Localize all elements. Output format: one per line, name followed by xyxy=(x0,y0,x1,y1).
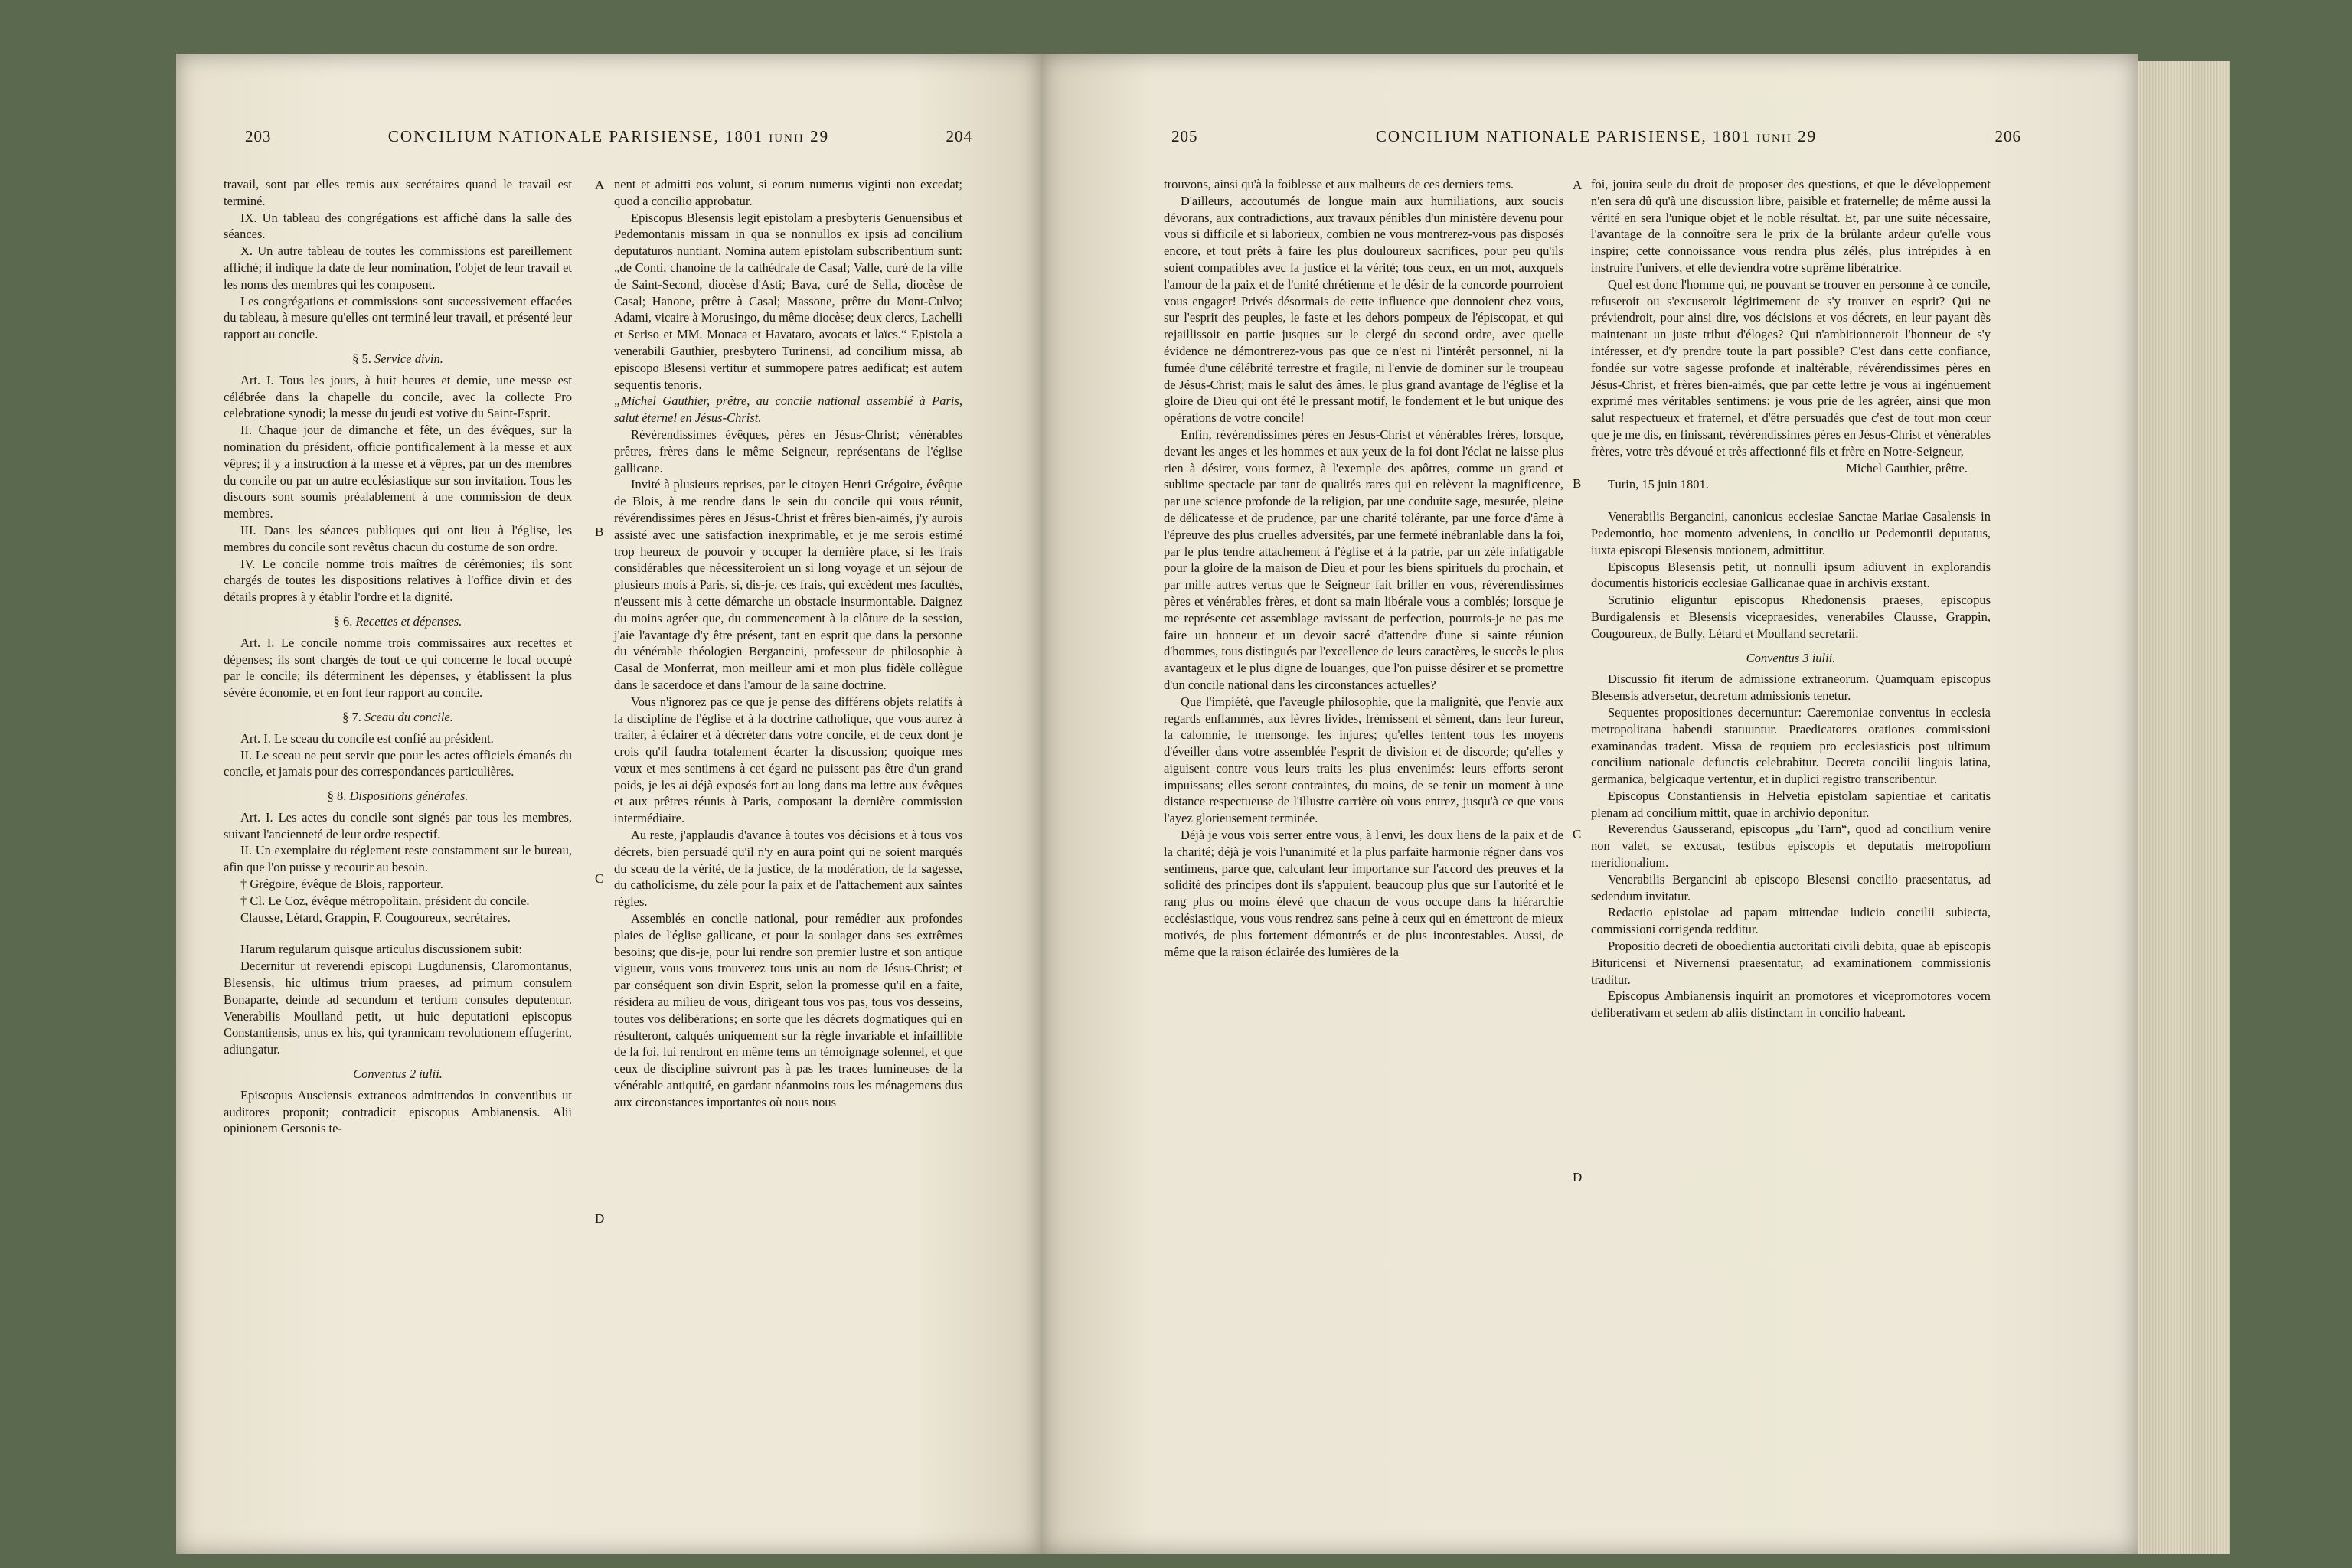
paragraph: Art. I. Le sceau du concile est confié au président. xyxy=(240,730,494,746)
paragraph: Que l'impiété, que l'aveugle philosophie, que la malignité, que l'envie aux regards enflammés, aux lèvres livides, frémissent et sèment, dans leur fureur, la calomnie, le mensonge, les injures; qu'elles tentent tous les moyens d'éveiller dans votre assemblée l'esprit de division et de discorde; qu'elles y aiguisent contre vous leurs traits les plus envenimés: leurs efforts seront impuissans; elles seront contraintes, du moins, de se tenir un moment à une distance respectueuse de l'illustre carrière où vous entrez, jusqu'à ce que vous l'ayez glorieusement terminée. xyxy=(1164,694,1563,826)
paragraph: trouvons, ainsi qu'à la foiblesse et aux malheurs de ces derniers tems. xyxy=(1164,177,1514,191)
paragraph: Art. I. Les actes du concile sont signés par tous les membres, suivant l'ancienneté de leur ordre respectif. xyxy=(224,809,572,841)
page-number-203: 203 xyxy=(245,127,272,145)
margin-letter-b-right: B xyxy=(1573,476,1582,491)
paragraph: II. Un exemplaire du réglement reste constamment sur le bureau, afin que l'on puisse y recourir au besoin. xyxy=(224,843,572,875)
paragraph: D'ailleurs, accoutumés de longue main aux humiliations, aux soucis dévorans, aux contradictions, aux travaux pénibles d'un ministère devenu pour vous si difficile et si laborieux, combien ne vous montrerez-vous pas disposés encore, et tout prêts à faire les plus douloureux sacrifices, pour peu qu'ils soient compatibles avec la justice et la vérité; tous ceux, en un mot, auxquels l'amour de la paix et de l'unité chrétienne et le désir de la concorde pourroient vous engager! Privés désormais de cette influence que donnoient chez vous, sur l'esprit des peuples, le faste et les dehors pompeux de l'épiscopat, et qui rejaillissoit en partie jusques sur le clergé du second ordre, avec quelle évidence ne démontrerez-vous pas que ce n'est ni l'intérêt personnel, ni la fumée d'une célébrité terrestre et fragile, ni l'envie de dominer sur le troupeau de Jésus-Christ; mais le salut des âmes, le plus grand avantage de l'église et la gloire de Dieu qui ont été le pressant motif, le fondement et le but unique des opérations de votre concile! xyxy=(1164,193,1563,426)
section-number: § 7. xyxy=(342,709,361,724)
paragraph: Art. I. Le concile nomme trois commissaires aux recettes et dépenses; ils sont chargés de tout ce qui concerne le local occupé par le concile; ils déterminent les dépenses, y établissent la plus sévère économie, et en font leur rapport au concile. xyxy=(224,635,572,701)
left-page xyxy=(176,54,1041,1554)
paragraph: Discussio fit iterum de admissione extraneorum. Quamquam episcopus Blesensis adversetur, decretum admissionis tenetur. xyxy=(1591,671,1991,704)
paragraph: Au reste, j'applaudis d'avance à toutes vos décisions et à tous vos décrets, bien persuadé qu'il n'y en aura point qui ne soient marqués du sceau de la vérité, de la justice, de la modération, de la sagesse, du catholicisme, du zèle pour la paix et de l'attachement aux saintes règles. xyxy=(614,828,962,910)
margin-letter-c-right: C xyxy=(1573,827,1582,841)
section-heading-6 xyxy=(224,613,572,630)
signature-line: Clausse, Létard, Grappin, F. Cougoureux, secrétaires. xyxy=(240,910,511,925)
paragraph: Déjà je vous vois serrer entre vous, à l'envi, les doux liens de la paix et de la charité; déjà je vois l'unanimité et la plus parfaite harmonie régner dans vos sentimens, parce que, calculant leur importance sur l'accord des preuves et la solidité des principes dont ils s'appuient, beaucoup plus que sur l'autorité et le rang plus ou moins élevé que chacun de vous occupe dans la hiérarchie ecclésiastique, vous vous rendrez sans peine à ceux qui en émettront de mieux motivés, de plus fortement démontrés et de plus incontestables. Aussi, de même que la raison éclairée des lumières de la xyxy=(1164,828,1563,959)
paragraph: Reverendus Gausserand, episcopus „du Tarn“, quod ad concilium venire non valet, se excusat, testibus episcopis et deputatis metropolium meridionalium. xyxy=(1591,822,1991,871)
section-number: § 6. xyxy=(333,613,353,629)
page-number-205: 205 xyxy=(1171,127,1198,145)
paragraph: Episcopus Ambianensis inquirit an promotores et vicepromotores vocem deliberativam et sedem ab aliis distinctam in concilio habeant. xyxy=(1591,988,1991,1021)
paragraph: Invité à plusieurs reprises, par le citoyen Henri Grégoire, évêque de Blois, à me rendre dans le sein du concile qui vous réunit, révérendissimes pères en Jésus-Christ et frères bien-aimés, j'y aurois assisté avec une satisfaction inexprimable, et je me serois estimé trop heureux de pouvoir y occuper la dernière place, si les frais considérables que nécessiteroient un si long voyage et un séjour de plusieurs mois à Paris, si, dis-je, ces frais, qui excèdent mes facultés, n'eussent mis à cette démarche un obstacle insurmontable. Daignez du moins agréer que, du commencement à la clôture de la session, j'aie l'avantage d'y être présent, tant en esprit que dans la personne du vénérable théologien Bergancini, professeur de philosophie à Casal de Monferrat, mon meilleur ami et mon plus fidèle collègue dans le sacerdoce et dans l'amour de la saine doctrine. xyxy=(614,477,962,692)
page-edges xyxy=(2138,61,2230,1554)
section-title: Service divin. xyxy=(374,351,443,366)
paragraph: Scrutinio eliguntur episcopus Rhedonensis praeses, episcopus Burdigalensis et Blesensis vicepraesides, venerabiles Clausse, Grappin, Cougoureux, de Bully, Létard et Moulland secretarii. xyxy=(1591,593,1991,641)
paragraph: Redactio epistolae ad papam mittendae iudicio concilii subiecta, commissioni corrigenda redditur. xyxy=(1591,905,1991,937)
paragraph: Propositio decreti de oboedientia auctoritati civili debita, quae ab episcopis Bituricensi et Nivernensi praesentatur, ad examinationem commissionis traditur. xyxy=(1591,939,1991,987)
paragraph: nent et admitti eos volunt, si eorum numerus viginti non excedat; quod a concilio approbatur. xyxy=(614,177,962,208)
paragraph: travail, sont par elles remis aux secrétaires quand le travail est terminé. xyxy=(224,177,572,208)
section-number: § 5. xyxy=(352,351,371,366)
paragraph: Decernitur ut reverendi episcopi Lugdunensis, Claromontanus, Blesensis, hic ultimus trium praeses, ad primum consulem Bonaparte, deinde ad secundum et tertium consules deputentur. Venerabilis Moulland petit, ut huic deputationi episcopus Constantiensis, unus ex his, qui tyrannicam revolutionem effugerint, adiungatur. xyxy=(224,959,572,1057)
page-number-206: 206 xyxy=(1994,127,2021,145)
section-heading-8 xyxy=(224,788,572,805)
running-header-right xyxy=(1171,127,2021,146)
paragraph: IV. Le concile nomme trois maîtres de cérémonies; ils sont chargés de toutes les dispositions relatives à l'office divin et des détails propres à y établir l'ordre et la dignité. xyxy=(224,556,572,605)
margin-letter-d: D xyxy=(595,1211,605,1226)
paragraph: X. Un autre tableau de toutes les commissions est pareillement affiché; il indique la date de leur nomination, l'objet de leur travail et les noms des membres qui les composent. xyxy=(224,243,572,292)
paragraph: II. Le sceau ne peut servir que pour les actes officiels émanés du concile, et jamais pour des correspondances particulières. xyxy=(224,747,572,779)
conventus-heading-3: Conventus 3 iulii. xyxy=(1746,650,1836,665)
margin-letter-b: B xyxy=(595,524,604,539)
letter-date: Turin, 15 juin 1801. xyxy=(1608,477,1709,492)
margin-letter-a-right: A xyxy=(1573,178,1583,192)
section-title: Dispositions générales. xyxy=(349,789,469,804)
paragraph: Vous n'ignorez pas ce que je pense des différens objets relatifs à la discipline de l'église et à la doctrine catholique, que vous aurez à traiter, à éclairer et à décréter dans votre concile, et de ceux dont je crois qu'il faudra totalement écarter la discussion; quoique mes vœux et mes sentimens à cet égard ne puissent pas être d'un grand poids, je les ai déjà exposés fort au long dans ma lettre aux évêques et aux prêtres réunis à Paris, composant la dernière commission intermédiaire. xyxy=(614,694,962,826)
signature-line: † Grégoire, évêque de Blois, rapporteur. xyxy=(240,877,443,892)
paragraph: II. Chaque jour de dimanche et fête, un des évêques, sur la nomination du président, officie pontificalement à la messe et aux vêpres; il y a instruction à la messe et à vêpres, par un des membres du concile ou par un autre ecclésiastique sur son invitation. Tous les discours sont soumis préalablement à une commission de deux membres. xyxy=(224,423,572,521)
paragraph: Venerabilis Bergancini ab episcopo Blesensi concilio praesentatus, ad sedendum invitatur. xyxy=(1591,871,1991,903)
column-204 xyxy=(614,176,962,1111)
paragraph: Quel est donc l'homme qui, ne pouvant se trouver en personne à ce concile, refuseroit ou s'excuseroit légitimement de s'y trouver en esprit? Qui ne préviendroit, pour ainsi dire, vos décisions et vos décrets, en leur payant dès maintenant un juste tribut d'éloges? Qui n'ambitionneroit l'honneur de s'y intéresser, et d'y prendre toute la part possible? C'est dans cette confiance, fondée sur votre sagesse profonde et inaltérable, révérendissimes pères en Jésus-Christ, et frères bien-aimés, que par cette lettre je vous ai ingénuement exprimé mes véritables sentimens: je vous prie de les agréer, ainsi que mon salut respectueux et fraternel, et d'être persuadés que c'est de tout mon cœur que je me dis, en finissant, révérendissimes pères en Jésus-Christ et vénérables frères, votre très dévoué et très affectionné fils et frère en Notre-Seigneur, xyxy=(1591,276,1991,459)
right-page xyxy=(1041,54,2138,1554)
running-title-left: CONCILIUM NATIONALE PARISIENSE, 1801 iunii 29 xyxy=(387,127,830,145)
margin-letter-c: C xyxy=(595,871,604,886)
section-number: § 8. xyxy=(327,789,347,804)
signature-line: † Cl. Le Coz, évêque métropolitain, président du concile. xyxy=(240,893,530,908)
running-header-left xyxy=(245,127,972,146)
column-205 xyxy=(1164,176,1563,960)
column-203 xyxy=(224,176,572,1137)
paragraph: Assemblés en concile national, pour remédier aux profondes plaies de l'église gallicane, et pour la soulager dans ses extrêmes besoins; que dis-je, pour lui rendre son premier lustre et son antique vigueur, vous vous trouverez tous unis au nom de Jésus-Christ; et par conséquent son divin Esprit, selon la promesse qu'il en a faite, résidera au milieu de vous, dirigeant tous vos pas, tous vos desseins, toutes vos délibérations; en sorte que les décrets dogmatiques qui en résulteront, calqués uniquement sur la règle invariable et infaillible de la foi, lui rendront en même tems un témoignage solennel, et que ceux de discipline suivront pas à pas les traces lumineuses de la vénérable antiquité, en gardant néanmoins tous les ménagemens dus aux circonstances importantes où nous nous xyxy=(614,911,962,1109)
running-title-right: CONCILIUM NATIONALE PARISIENSE, 1801 iunii 29 xyxy=(1375,127,1818,145)
paragraph: III. Dans les séances publiques qui ont lieu à l'église, les membres du concile sont revêtus chacun du costume de son ordre. xyxy=(224,522,572,554)
letter-signature: Michel Gauthier, prêtre. xyxy=(1846,460,1968,475)
paragraph: Episcopus Constantiensis in Helvetia epistolam sapientiae et caritatis plenam ad concilium mittit, quae in archivio deponitur. xyxy=(1591,788,1991,820)
paragraph: Sequentes propositiones decernuntur: Caeremoniae conventus in ecclesia metropolitana habendi statuuntur. Praedicatores orationes commissioni examinandas tradent. Missa de requiem pro ecclesiasticis post ultimum concilium nationale defunctis celebrabitur. Decreta concilii linguis latina, germanica, belgicaque vertentur, et in duplici registro transcribentur. xyxy=(1591,704,1991,787)
paragraph: Les congrégations et commissions sont successivement effacées du tableau, à mesure qu'elles ont terminé leur travail, et présenté leur rapport au concile. xyxy=(224,293,572,342)
conventus-heading-2: Conventus 2 iulii. xyxy=(353,1067,443,1082)
column-206 xyxy=(1591,176,1991,1021)
paragraph: IX. Un tableau des congrégations est affiché dans la salle des séances. xyxy=(224,210,572,242)
paragraph: Episcopus Ausciensis extraneos admittendos in conventibus ut auditores proponit; contradicit episcopus Ambianensis. Alii opinionem Gersonis te- xyxy=(224,1087,572,1136)
paragraph: Episcopus Blesensis petit, ut nonnulli ipsum adiuvent in explorandis documentis historicis ecclesiae Gallicanae quae in archivis exstant. xyxy=(1591,559,1991,591)
section-heading-7 xyxy=(224,709,572,726)
section-title: Recettes et dépenses. xyxy=(355,613,462,629)
margin-letter-a: A xyxy=(595,178,605,192)
paragraph: Révérendissimes évêques, pères en Jésus-Christ; vénérables prêtres, frères dans le même Seigneur, représentans de l'église gallicane. xyxy=(614,426,962,475)
section-heading-5 xyxy=(224,351,572,368)
paragraph: Harum regularum quisque articulus discussionem subit: xyxy=(240,942,522,957)
letter-heading: „Michel Gauthier, prêtre, au concile national assemblé à Paris, salut éternel en Jésus-Christ. xyxy=(614,394,962,426)
paragraph: foi, jouira seule du droit de proposer des questions, et que le développement n'en sera dû qu'à une discussion libre, paisible et fraternelle; de même aussi la vérité en sera l'unique objet et le noble résultat. Et, par une suite nécessaire, l'avantage de la connoître sera le prix de la brûlante ardeur qu'elle vous inspire; cette connoissance vous rendra plus zélés, plus intrépides à en instruire l'univers, et elle deviendra votre suprême libératrice. xyxy=(1591,177,1991,275)
page-number-204: 204 xyxy=(946,127,972,145)
section-title: Sceau du concile. xyxy=(364,709,453,724)
paragraph: Enfin, révérendissimes pères en Jésus-Christ et vénérables frères, lorsque, devant les anges et les hommes et aux yeux de la foi dont l'éclat ne laisse plus rien à désirer, vous formez, à l'exemple des apôtres, comme un grand et sublime spectacle par tant de qualités rares qui en relèvent la magnificence, par une science profonde de la religion, par une conduite sage, mesurée, pleine de délicatesse et de prudence, par une charité tolérante, par une force d'âme à l'épreuve des plus cruelles adversités, par une fermeté inébranlable dans la foi, par le plus tendre attachement à l'église et à la patrie, par un zèle infatigable pour la gloire de la maison de Dieu et pour les biens spirituels du prochain, et par mille autres vertus que le Seigneur fait briller en vous, révérendissimes pères et vénérables frères, et dont sa main libérale vous a comblés; lorsque je me représente cet assemblage ravissant de perfection, pourrois-je ne pas me faire un honneur et un devoir sacré d'attendre d'une si sainte réunion d'hommes, tous distingués par l'excellence de leurs caractères, le succès le plus avantageux et le plus digne de louanges, que l'on puisse désirer et se promettre d'un concile national dans les circonstances actuelles? xyxy=(1164,426,1563,692)
margin-letter-d-right: D xyxy=(1573,1170,1583,1184)
paragraph: Episcopus Blesensis legit epistolam a presbyteris Genuensibus et Pedemontanis missam in qua se nonnullos ex ipsis ad concilium deputaturos nuntiant. Nomina autem epistolam subscribentium sunt: „de Conti, chanoine de la cathédrale de Casal; Valle, curé de la ville de Saint-Second, diocèse d'Asti; Bava, curé de Sella, diocèse de Casal; Hanone, prêtre à Casal; Massone, prêtre du Mont-Culvo; Adami, vicaire à Morusingo, du même diocèse; deux clercs, Lachelli et Seriso et MM. Monaca et Havataro, avocats et laïcs.“ Epistola a venerabili Gauthier, presbytero Turinensi, ad concilium missa, ab episcopo Blesensi vertitur et summopere patres aedificat; est autem sequentis tenoris. xyxy=(614,210,962,392)
paragraph: Art. I. Tous les jours, à huit heures et demie, une messe est célébrée dans la chapelle du concile, avec la collecte Pro celebratione synodi; la messe du jeudi est votive du Saint-Esprit. xyxy=(224,372,572,421)
paragraph: Venerabilis Bergancini, canonicus ecclesiae Sanctae Mariae Casalensis in Pedemontio, hoc momento adveniens, in concilio ut Pedemontii deputatus, iuxta episcopi Blesensis motionem, admittitur. xyxy=(1591,509,1991,557)
